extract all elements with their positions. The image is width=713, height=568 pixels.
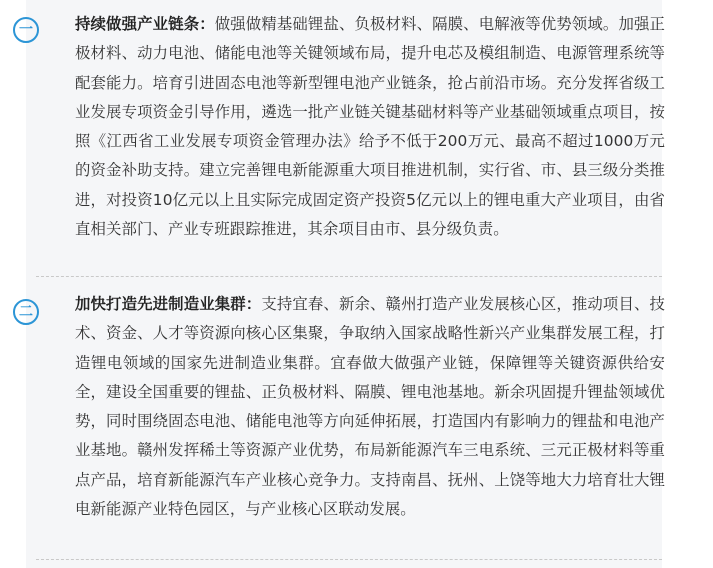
section-number-2: 二 <box>19 304 33 320</box>
section-paragraph-2 <box>75 290 665 524</box>
section-number-badge-2 <box>13 299 39 325</box>
section-number-1: 一 <box>19 22 33 38</box>
section-title-1: 持续做强产业链条： <box>75 15 215 33</box>
section-divider-1 <box>36 276 662 277</box>
section-paragraph-1 <box>75 10 665 244</box>
section-divider-2 <box>36 559 662 560</box>
section-title-2: 加快打造先进制造业集群： <box>75 295 262 313</box>
section-body-1: 做强做精基础锂盐、负极材料、隔膜、电解液等优势领域。加强正极材料、动力电池、储能电池等关键领域布局，提升电芯及模组制造、电源管理系统等配套能力。培育引进固态电池等新型锂电池产业链条，抢占前沿市场。充分发挥省级工业发展专项资金引导作用，遴选一批产业链关键基础材料等产业基础领域重点项目，按照《江西省工业发展专项资金管理办法》给予不低于200万元、最高不超过1000万元的资金补助支持。建立完善锂电新能源重大项目推进机制，实行省、市、县三级分类推进，对投资10亿元以上且实际完成固定资产投资5亿元以上的锂电重大产业项目，由省直相关部门、产业专班跟踪推进，其余项目由市、县分级负责。 <box>75 15 665 239</box>
section-number-badge-1 <box>13 17 39 43</box>
section-body-2: 支持宜春、新余、赣州打造产业发展核心区，推动项目、技术、资金、人才等资源向核心区集聚，争取纳入国家战略性新兴产业集群发展工程，打造锂电领域的国家先进制造业集群。宜春做大做强产业链，保障锂等关键资源供给安全，建设全国重要的锂盐、正负极材料、隔膜、锂电池基地。新余巩固提升锂盐领域优势，同时围绕固态电池、储能电池等方向延伸拓展，打造国内有影响力的锂盐和电池产业基地。赣州发挥稀土等资源产业优势，布局新能源汽车三电系统、三元正极材料等重点产品，培育新能源汽车产业核心竞争力。支持南昌、抚州、上饶等地大力培育壮大锂电新能源产业特色园区，与产业核心区联动发展。 <box>75 295 665 519</box>
